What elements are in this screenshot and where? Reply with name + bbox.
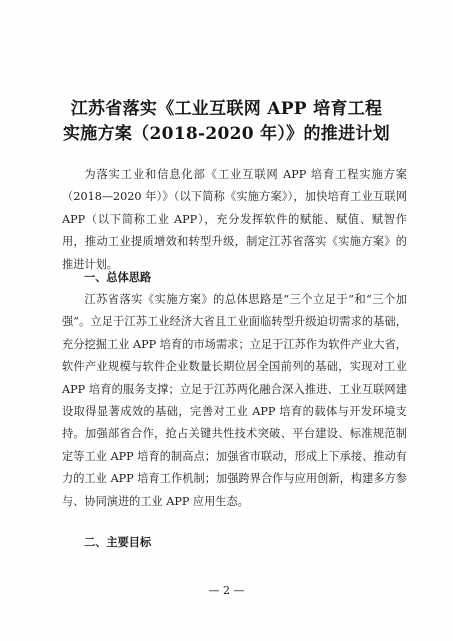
title-line-1: 江苏省落实《工业互联网 APP 培育工程 — [70, 99, 383, 119]
section-heading-main-goals: 二、主要目标 — [84, 536, 152, 549]
page-number: — 2 — — [208, 584, 245, 597]
title-line-2: 实施方案（2018-2020 年）》的推进计划 — [62, 124, 390, 144]
section-heading-overall-approach: 一、总体思路 — [84, 271, 152, 284]
intro-paragraph: 为落实工业和信息化部《工业互联网 APP 培育工程实施方案（2018—2020 年）》（以下简称《实施方案》），加快培育工业互联网 APP（以下简称工业 APP），充分发挥软件的赋能、赋值、赋智作用，推动工业提质增效和转型升级，制定江苏省落实《实施方案》的推进计划。 — [62, 168, 407, 271]
section-paragraph-overall-approach: 江苏省落实《实施方案》的总体思路是“三个立足于”和“三个加强”。立足于江苏工业经济大省且工业面临转型升级迫切需求的基础，充分挖掘工业 APP 培育的市场需求；立足于江苏作为软件产业大省，软件产业规模与软件企业数量长期位居全国前列的基础，实现对工业 APP 培育的服务支撑；立足于江苏两化融合深入推进、工业互联网建设取得显著成效的基础，完善对工业 APP 培育的载体与开发环境支持。加强部省合作，抢占关键共性技术突破、平台建设、标准规范制定等工业 APP 培育的制高点；加强省市联动，形成上下承接、推动有力的工业 APP 培育工作机制；加强跨界合作与应用创新，构建多方参与、协同演进的工业 APP 应用生态。 — [62, 293, 407, 508]
document-title — [40, 97, 413, 147]
